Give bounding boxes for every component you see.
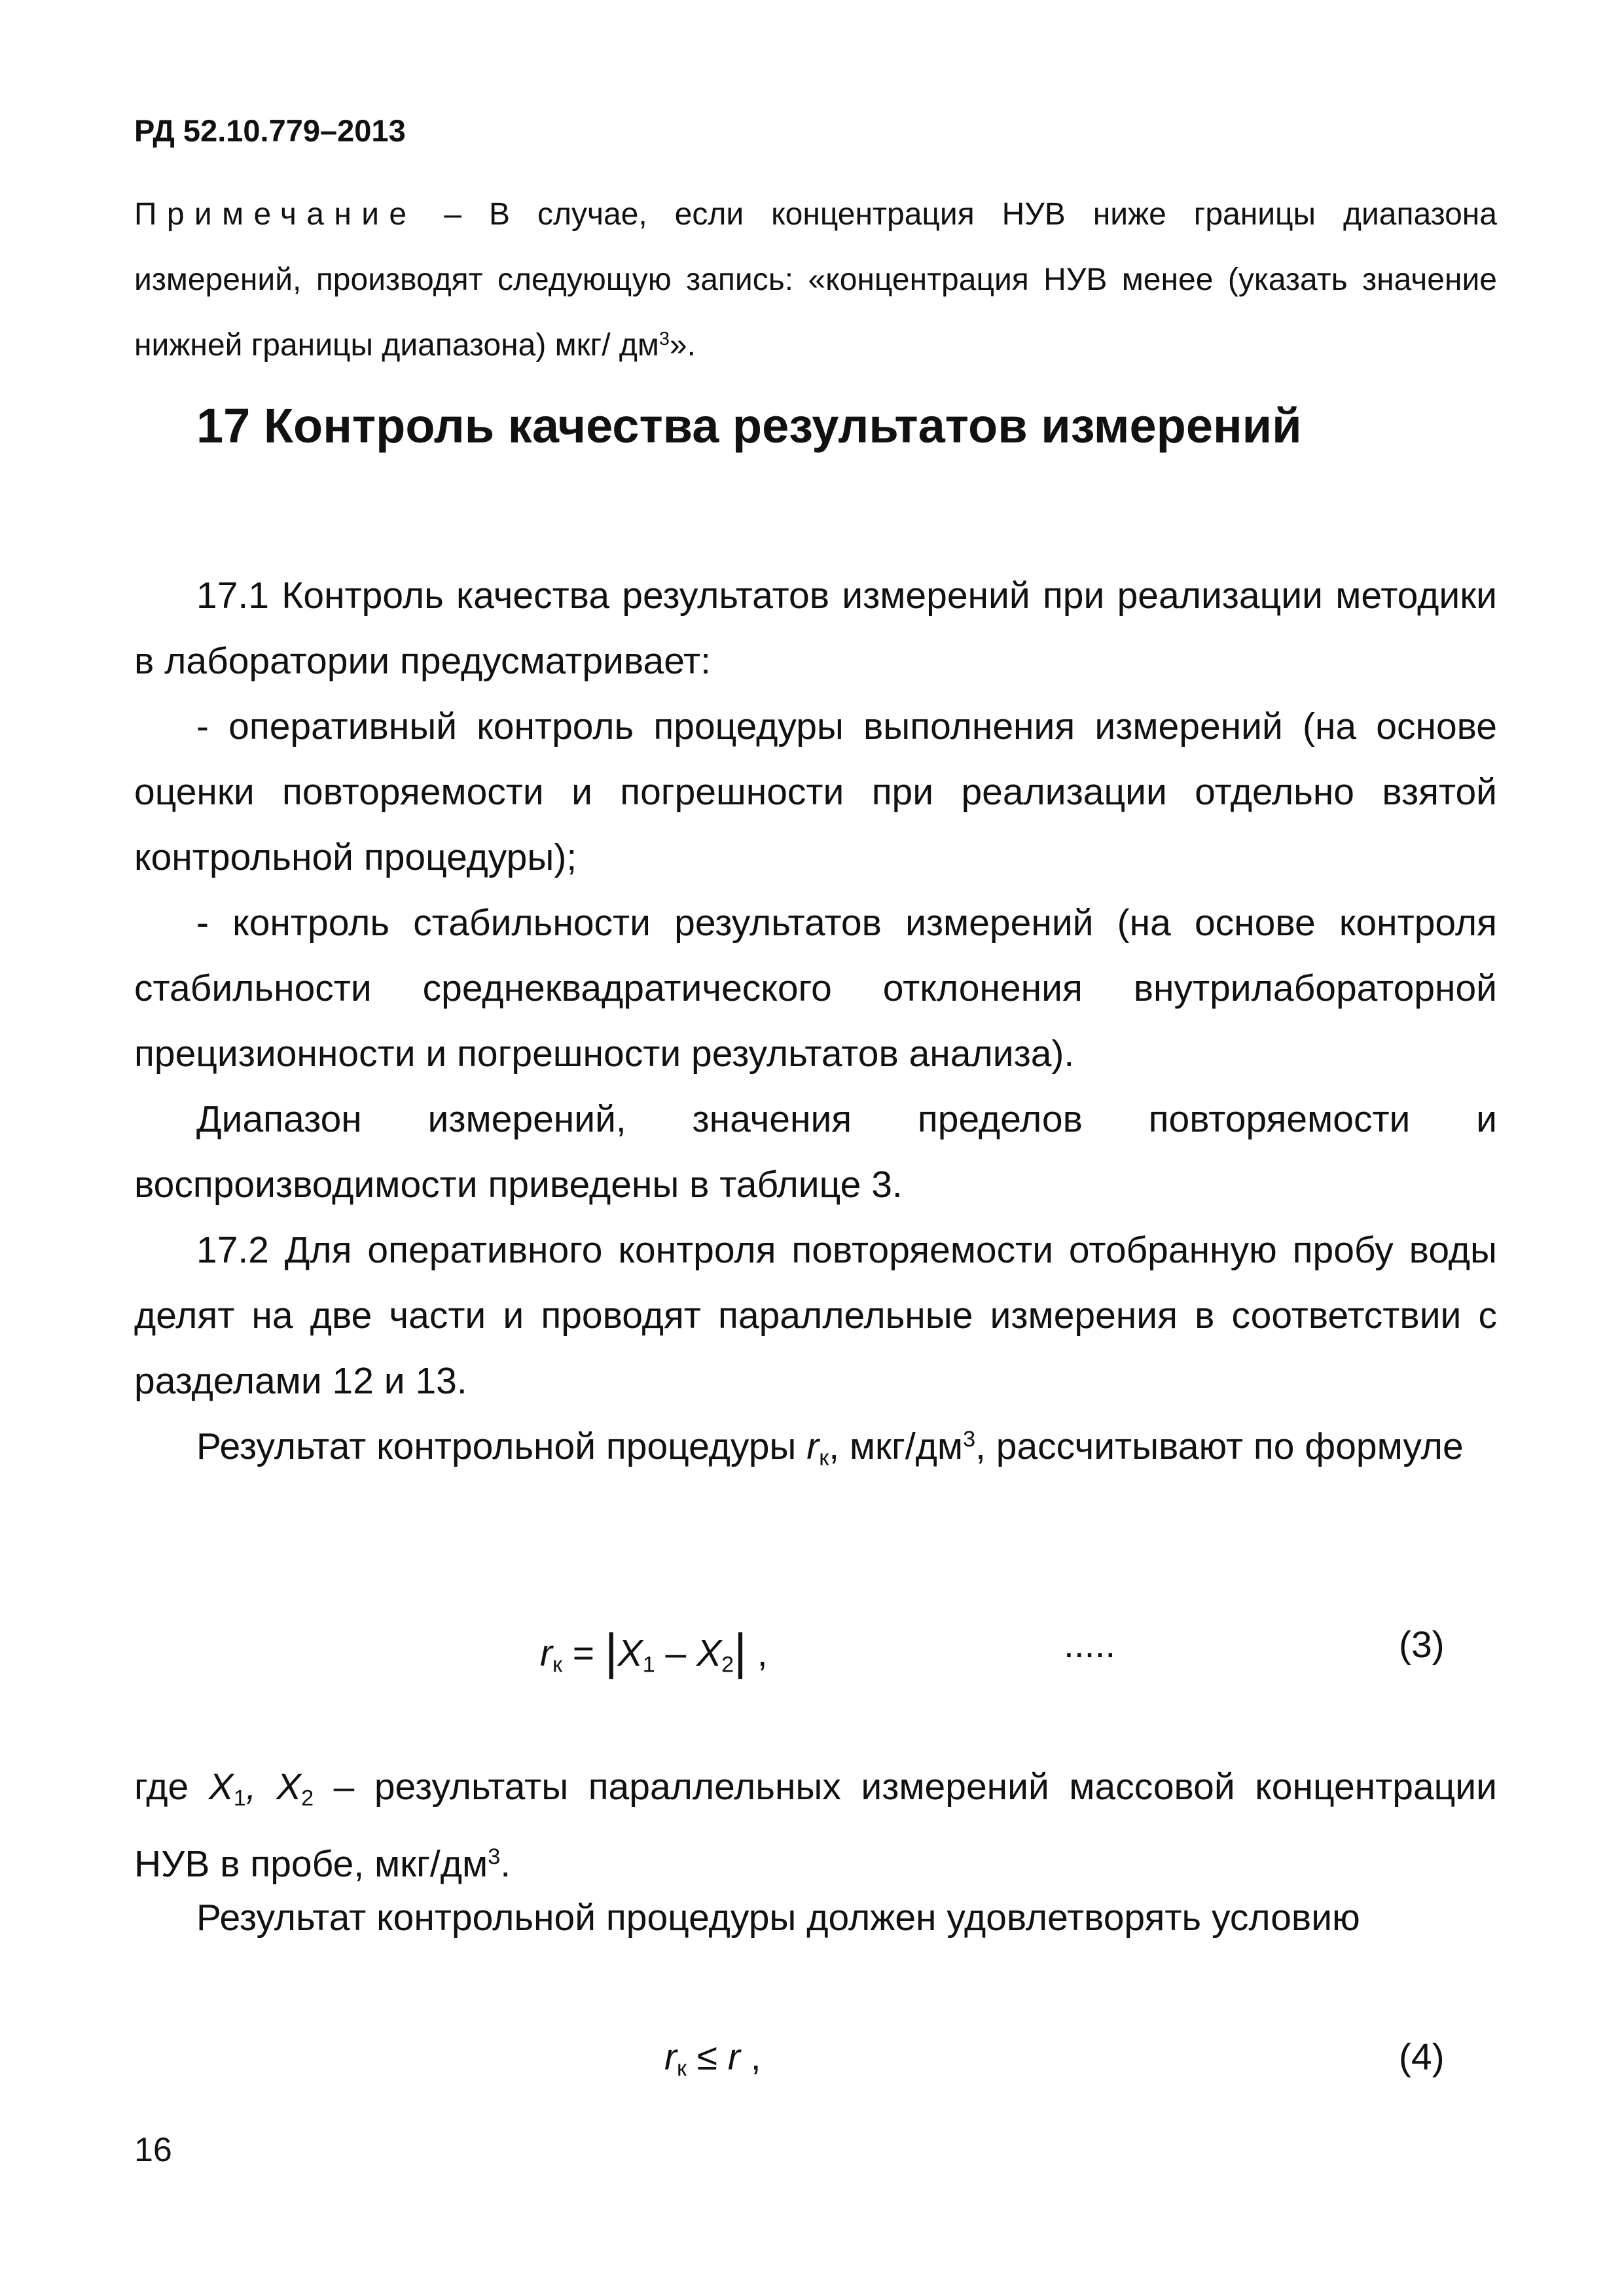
document-code-header: РД 52.10.779–2013 <box>134 113 406 148</box>
paragraph-17-2: 17.2 Для оперативного контроля повторяемости отобранную пробу воды делят на две части и проводят параллельные измерения в соответствии с разделами 12 и 13. <box>134 1229 1497 1402</box>
equation-3 <box>134 1617 1497 1682</box>
note-superscript: 3 <box>659 329 670 350</box>
note-paragraph <box>134 182 1497 378</box>
paragraph-17-1: 17.1 Контроль качества результатов измерений при реализации методики в лаборатории предусматривает: <box>134 575 1497 682</box>
equation-4-expression: $r_к \le r$ , <box>664 2036 761 2081</box>
equation-3-number: (3) <box>1399 1624 1445 1666</box>
note-text-end: ». <box>669 328 696 363</box>
equation-3-expression: $r_к = |X_1 - X_2|$ , <box>540 1624 768 1679</box>
where-clause <box>134 1754 1497 1897</box>
page-number: 16 <box>134 2131 172 2169</box>
condition-paragraph: Результат контрольной процедуры должен удовлетворять условию <box>196 1897 1360 1939</box>
paragraph-stability-control: - контроль стабильности результатов измерений (на основе контроля стабильности среднеквадратического отклонения внутрилабораторной прецизионности и погрешности результатов анализа). <box>134 902 1497 1075</box>
equation-3-dots: ..... <box>1064 1624 1116 1666</box>
section-heading: 17 Контроль качества результатов измерений <box>196 399 1302 453</box>
note-label: Примечание <box>134 197 417 232</box>
note-text: – В случае, если концентрация НУВ ниже границы диапазона измерений, производят следующую запись: «концентрация НУВ менее (указать значение нижней границы диапазона) мкг/ дм <box>134 197 1497 363</box>
where-text: где $X_1$, $X_2$ – результаты параллельных измерений массовой концентрации НУВ в пробе, мкг/$дм^3$. <box>134 1766 1497 1885</box>
equation-4-number: (4) <box>1399 2036 1445 2078</box>
body-text <box>134 563 1497 1491</box>
equation-4 <box>134 2029 1497 2094</box>
paragraph-result-formula: Результат контрольной процедуры $r_к$, мкг/$дм^3$, рассчитывают по формуле <box>196 1426 1464 1471</box>
paragraph-operational-control: - оперативный контроль процедуры выполнения измерений (на основе оценки повторяемости и погрешности при реализации отдельно взятой контрольной процедуры); <box>134 706 1497 878</box>
paragraph-range: Диапазон измерений, значения пределов повторяемости и воспроизводимости приведены в таблице 3. <box>134 1098 1497 1206</box>
